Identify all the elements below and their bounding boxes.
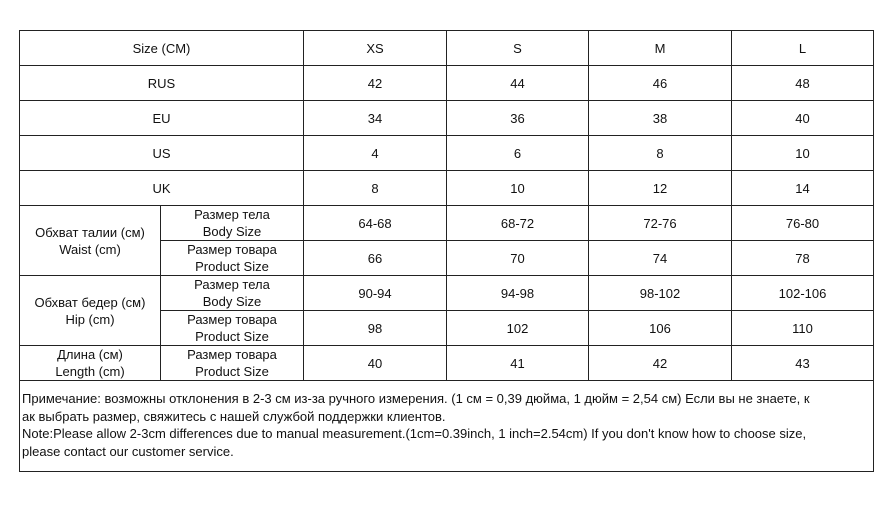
hip-label-en: Hip (cm) [65, 311, 115, 327]
table-cell: 106 [589, 311, 732, 346]
table-cell: 98-102 [589, 276, 732, 311]
body-size-label [161, 206, 304, 241]
table-cell: 41 [447, 346, 589, 381]
length-label [20, 346, 161, 381]
measurement-note [20, 381, 874, 472]
body-size-label-en: Body Size [202, 294, 262, 309]
product-size-label-ru: Размер товара [187, 312, 277, 327]
table-cell: 68-72 [447, 206, 589, 241]
product-size-label-en: Product Size [195, 364, 269, 379]
table-row-rus [20, 66, 874, 101]
waist-label-ru: Обхват талии (см) [35, 224, 145, 240]
table-cell: 64-68 [304, 206, 447, 241]
table-cell: 66 [304, 241, 447, 276]
product-size-label [161, 241, 304, 276]
row-label: EU [20, 101, 304, 136]
size-chart-table [19, 30, 874, 472]
size-header-xs: XS [304, 31, 447, 66]
table-cell: 102 [447, 311, 589, 346]
table-cell: 40 [732, 101, 874, 136]
table-row-us [20, 136, 874, 171]
product-size-label-en: Product Size [195, 259, 269, 274]
hip-label [20, 276, 161, 346]
table-cell: 110 [732, 311, 874, 346]
table-cell: 4 [304, 136, 447, 171]
hip-label-ru: Обхват бедер (см) [34, 294, 146, 310]
body-size-label [161, 276, 304, 311]
table-cell: 70 [447, 241, 589, 276]
size-header-l: L [732, 31, 874, 66]
note-en-line-2: please contact our customer service. [22, 443, 234, 459]
table-row-waist-body [20, 206, 874, 241]
table-cell: 74 [589, 241, 732, 276]
product-size-label-ru: Размер товара [187, 347, 277, 362]
table-cell: 12 [589, 171, 732, 206]
table-cell: 42 [304, 66, 447, 101]
waist-label [20, 206, 161, 276]
body-size-label-ru: Размер тела [194, 277, 270, 292]
body-size-label-ru: Размер тела [194, 207, 270, 222]
table-row-hip-body [20, 276, 874, 311]
row-label: UK [20, 171, 304, 206]
table-row-eu [20, 101, 874, 136]
note-ru-line-2: ак выбрать размер, свяжитесь с нашей службой поддержки клиентов. [22, 408, 446, 424]
table-cell: 72-76 [589, 206, 732, 241]
product-size-label [161, 346, 304, 381]
table-cell: 40 [304, 346, 447, 381]
table-cell: 46 [589, 66, 732, 101]
row-label: US [20, 136, 304, 171]
table-cell: 78 [732, 241, 874, 276]
table-cell: 43 [732, 346, 874, 381]
header-row [20, 31, 874, 66]
body-size-label-en: Body Size [202, 224, 262, 239]
table-cell: 10 [732, 136, 874, 171]
note-en-line-1: Note:Please allow 2-3cm differences due to manual measurement.(1cm=0.39inch, 1 inch=2.54cm) If you don't know how to choose size, [22, 426, 807, 441]
table-cell: 102-106 [732, 276, 874, 311]
table-cell: 98 [304, 311, 447, 346]
table-cell: 10 [447, 171, 589, 206]
table-cell: 44 [447, 66, 589, 101]
product-size-label [161, 311, 304, 346]
waist-label-en: Waist (cm) [59, 241, 121, 257]
length-label-en: Length (cm) [55, 364, 125, 379]
table-row-uk [20, 171, 874, 206]
table-cell: 38 [589, 101, 732, 136]
table-cell: 8 [304, 171, 447, 206]
table-cell: 8 [589, 136, 732, 171]
row-label: RUS [20, 66, 304, 101]
product-size-label-en: Product Size [195, 329, 269, 344]
size-header-m: M [589, 31, 732, 66]
table-cell: 34 [304, 101, 447, 136]
table-cell: 48 [732, 66, 874, 101]
table-cell: 6 [447, 136, 589, 171]
table-cell: 14 [732, 171, 874, 206]
note-ru-line-1: Примечание: возможны отклонения в 2-3 см из-за ручного измерения. (1 см = 0,39 дюйма, 1 дюйм = 2,54 см) Если вы не знаете, к [22, 391, 810, 406]
table-cell: 90-94 [304, 276, 447, 311]
size-header-s: S [447, 31, 589, 66]
length-label-ru: Длина (см) [57, 347, 123, 362]
header-label-cell: Size (CM) [20, 31, 304, 66]
note-row [20, 381, 874, 472]
table-row-length [20, 346, 874, 381]
table-cell: 36 [447, 101, 589, 136]
product-size-label-ru: Размер товара [187, 242, 277, 257]
table-cell: 76-80 [732, 206, 874, 241]
table-cell: 94-98 [447, 276, 589, 311]
table-cell: 42 [589, 346, 732, 381]
